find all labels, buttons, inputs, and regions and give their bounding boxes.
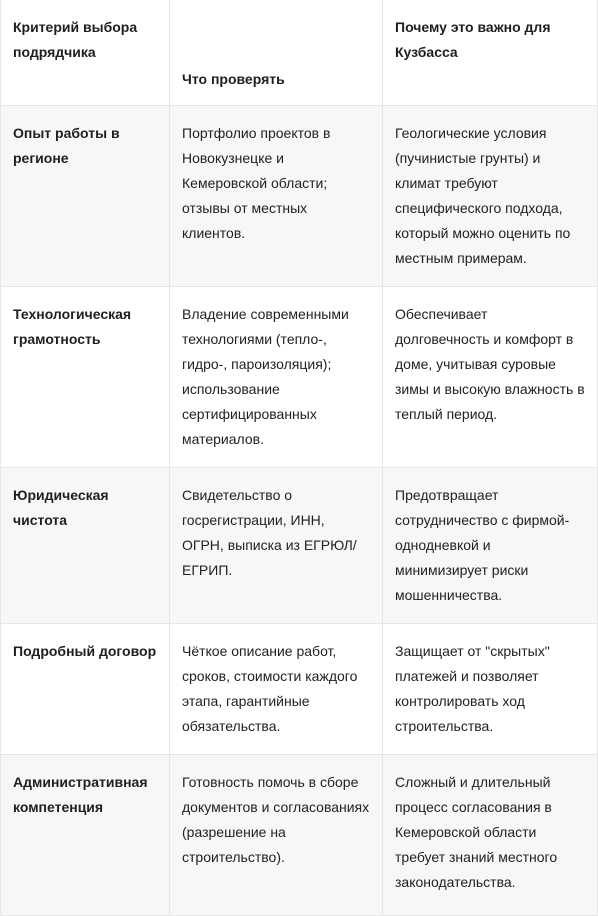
header-criterion: Критерий выбора подрядчика [1, 0, 170, 106]
table-row [1, 468, 598, 624]
cell-criterion: Юридическая чистота [1, 468, 170, 624]
cell-criterion: Технологическая грамотность [1, 287, 170, 468]
header-why: Почему это важно для Кузбасса [383, 0, 598, 106]
cell-check: Готовность помочь в сборе документов и согласованиях (разрешение на строительство). [170, 755, 383, 916]
cell-why: Сложный и длительный процесс согласования в Кемеровской области требует знаний местного законодательства. [383, 755, 598, 916]
table-row [1, 624, 598, 755]
cell-criterion: Административная компетенция [1, 755, 170, 916]
cell-check: Чёткое описание работ, сроков, стоимости каждого этапа, гарантийные обязательства. [170, 624, 383, 755]
cell-check: Свидетельство о госрегистрации, ИНН, ОГРН, выписка из ЕГРЮЛ/ЕГРИП. [170, 468, 383, 624]
cell-why: Предотвращает сотрудничество с фирмой-однодневкой и минимизирует риски мошенничества. [383, 468, 598, 624]
cell-check: Владение современными технологиями (тепло-, гидро-, пароизоляция); использование сертифицированных материалов. [170, 287, 383, 468]
cell-why: Защищает от "скрытых" платежей и позволяет контролировать ход строительства. [383, 624, 598, 755]
table-row [1, 755, 598, 916]
cell-check: Портфолио проектов в Новокузнецке и Кемеровской области; отзывы от местных клиентов. [170, 106, 383, 287]
header-check: Что проверять [170, 0, 383, 106]
cell-criterion: Подробный договор [1, 624, 170, 755]
cell-why: Геологические условия (пучинистые грунты) и климат требуют специфического подхода, который можно оценить по местным примерам. [383, 106, 598, 287]
table-row [1, 287, 598, 468]
table-header-row [1, 0, 598, 106]
cell-why: Обеспечивает долговечность и комфорт в доме, учитывая суровые зимы и высокую влажность в теплый период. [383, 287, 598, 468]
cell-criterion: Опыт работы в регионе [1, 106, 170, 287]
table-row [1, 106, 598, 287]
